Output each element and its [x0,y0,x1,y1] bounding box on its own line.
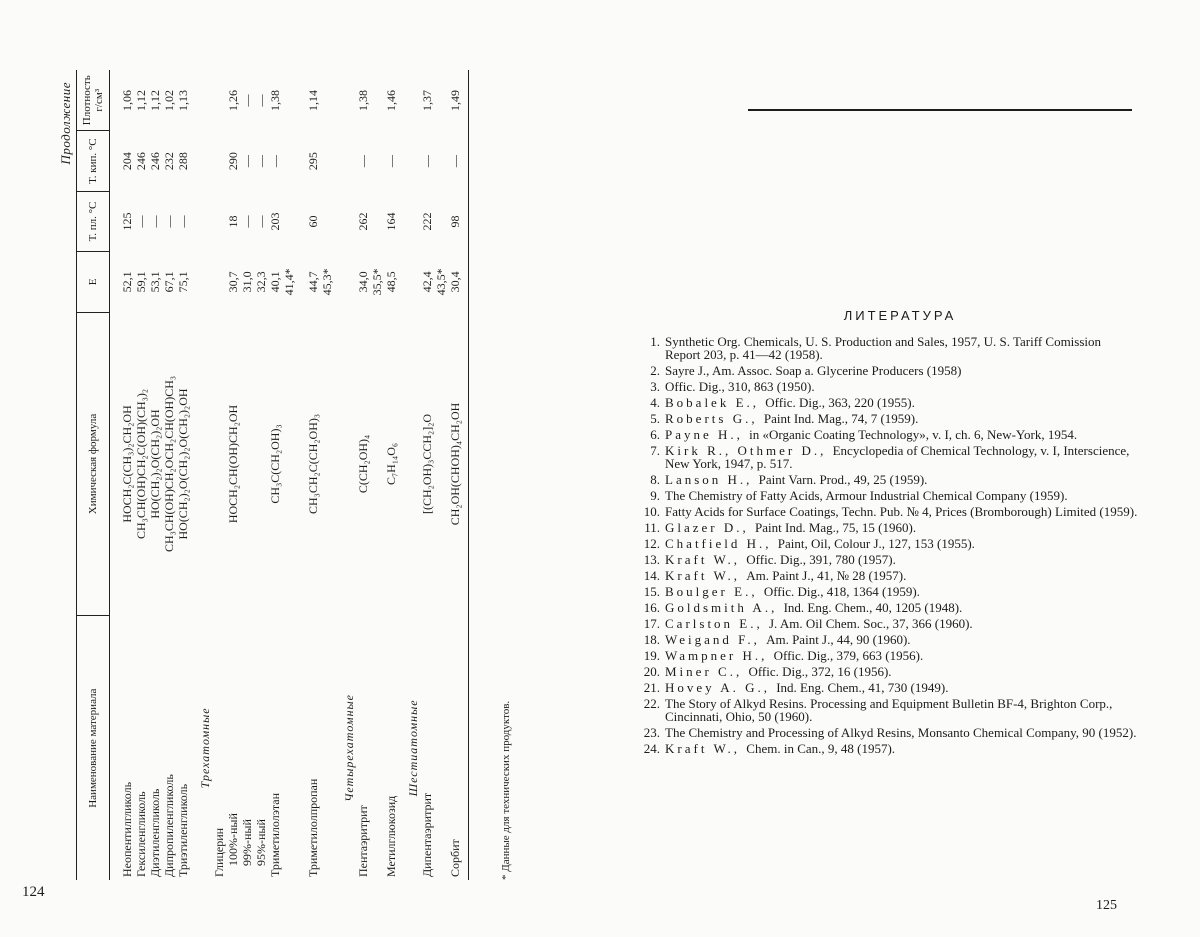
reference-author: Lanson H., [665,472,759,487]
table-row [254,70,268,880]
reference-text: The Story of Alkyd Resins. Processing and Equipment Bulletin BF-4, Brighton Corp., Cincinnati, Ohio, 50 (1960). [665,696,1113,724]
group-heading: Четырехатомные [342,694,356,802]
cell-tboil: — [356,155,370,168]
cell-tmelt: 222 [420,212,434,231]
reference-text: Ind. Eng. Chem., 40, 1205 (1948). [783,600,963,615]
cell-tmelt: — [176,215,190,228]
reference-author: Kirk R., Othmer D., [665,443,833,458]
reference-text: Am. Paint J., 41, № 28 (1957). [746,568,907,583]
reference-number: 18. [643,632,660,647]
cell-formula: HOCH₂C(CH₃)₂CH₂OH [120,405,134,523]
cell-e: 48,5 [384,271,398,293]
cell-density: 1,38 [356,89,370,111]
reference-item [638,649,1138,662]
reference-text: Am. Paint J., 44, 90 (1960). [766,632,911,647]
cell-density: 1,26 [226,89,240,111]
reference-number: 23. [643,725,660,740]
reference-author: Weigand F., [665,632,767,647]
cell-tboil: 288 [176,152,190,171]
cell-density: 1,37 [420,89,434,111]
cell-formula: HO(CH₂)₂O(CH₂)₂O(CH₂)₂OH [176,388,190,540]
reference-number: 7. [650,443,660,458]
reference-item [638,697,1138,723]
cell-tboil: 290 [226,152,240,171]
reference-number: 11. [644,520,660,535]
cell-formula: CH₃CH(OH)CH₂C(OH)(CH₃)₂ [134,388,148,539]
cell-formula: CH₂OH(CHOH)₄CH₂OH [448,312,469,616]
group-heading-row [398,70,420,880]
header-rule [748,109,1132,111]
reference-text: Offic. Dig., 372, 16 (1956). [748,664,892,679]
reference-item [638,681,1138,694]
reference-number: 4. [650,395,660,410]
cell-e: 31,0 [240,271,254,293]
table-row [296,70,334,880]
reference-author: Miner C., [665,664,749,679]
reference-text: Encyclopedia of Chemical Technology, v. I, Interscience, New York, 1947, p. 517. [665,443,1130,471]
cell-density: 1,38 [268,89,282,111]
cell-tboil: 232 [162,152,176,171]
reference-author: Chatfield H., [665,536,778,551]
reference-author: Carlston E., [665,616,769,631]
reference-item [638,726,1138,739]
reference-item [638,633,1138,646]
reference-text: Offic. Dig., 310, 863 (1950). [665,379,815,394]
cell-e [356,252,384,312]
reference-item [638,665,1138,678]
cell-tmelt: 98 [448,191,469,251]
reference-item [638,428,1138,441]
cell-e-value: 43,5* [434,268,448,296]
table-row [162,70,176,880]
cell-name: Пентаэритрит [356,805,370,877]
cell-tboil: — [384,155,398,168]
reference-item [638,537,1138,550]
cell-e: 52,1 [120,271,134,293]
table-row [148,70,162,880]
reference-author: Kraft W., [665,552,747,567]
reference-number: 17. [643,616,660,631]
reference-item [638,521,1138,534]
reference-text: Ind. Eng. Chem., 41, 730 (1949). [776,680,949,695]
reference-item [638,335,1138,361]
cell-tboil: — [420,155,434,168]
reference-item [638,444,1138,470]
cell-tmelt: 164 [384,212,398,231]
reference-author: Wampner H., [665,648,774,663]
cell-tboil: — [254,155,268,168]
reference-text: The Chemistry and Processing of Alkyd Resins, Monsanto Chemical Company, 90 (1952). [665,725,1137,740]
cell-density: 1,13 [176,89,190,111]
reference-text: Paint Varn. Prod., 49, 25 (1959). [758,472,928,487]
cell-e-value: 41,4* [282,268,296,296]
reference-item [638,617,1138,630]
cell-name: Метилглюкозид [384,795,398,877]
cell-e: 32,3 [254,271,268,293]
cell-e [268,252,296,312]
table-header-row [77,70,110,880]
reference-author: Glazer D., [665,520,756,535]
cell-tboil: — [448,131,469,191]
table-row [420,70,448,880]
col-header-name: Наименование материала [77,616,110,880]
cell-e: 67,1 [162,271,176,293]
cell-tboil: 295 [306,152,320,171]
reference-text: Offic. Dig., 418, 1364 (1959). [763,584,920,599]
reference-number: 9. [650,488,660,503]
references-title: ЛИТЕРАТУРА [843,308,957,323]
reference-item [638,569,1138,582]
reference-text: Offic. Dig., 363, 220 (1955). [765,395,915,410]
group-heading-row [190,70,212,880]
cell-formula: CH₃CH₂C(CH₂OH)₃ [306,413,320,515]
group-heading: Трехатомные [198,707,212,789]
cell-e-value: 34,0 [356,271,370,293]
table-footnote: * Данные для технических продуктов. [500,700,512,880]
cell-tboil: — [268,155,282,168]
reference-number: 8. [650,472,660,487]
cell-name: Неопентилгликоль [120,781,134,877]
cell-density: 1,12 [134,89,148,111]
cell-e-value: 45,3* [320,268,334,296]
cell-name: 99%-ный [240,819,254,866]
cell-formula: CH₃CH(OH)CH₂OCH₂CH(OH)CH₃ [162,375,176,553]
reference-number: 24. [643,741,660,756]
cell-tmelt: — [240,215,254,228]
table-row [448,70,469,880]
reference-number: 22. [643,696,660,711]
cell-name: Триметилолпропан [306,778,320,877]
reference-author: Boulger E., [665,584,764,599]
reference-text: Offic. Dig., 379, 663 (1956). [773,648,924,663]
table-row [356,70,384,880]
cell-density: — [254,94,268,107]
reference-number: 19. [643,648,660,663]
cell-formula: C(CH₂OH)₄ [356,434,370,494]
cell-e: 53,1 [148,271,162,293]
reference-number: 1. [650,334,660,349]
reference-text: Fatty Acids for Surface Coatings, Techn. Pub. № 4, Prices (Bromborough) Limited (1959). [665,504,1138,519]
reference-author: Bobalek E., [665,395,766,410]
reference-number: 5. [650,411,660,426]
cell-tboil: 246 [148,152,162,171]
cell-density: 1,49 [448,70,469,131]
reference-text: Chem. in Can., 9, 48 (1957). [746,741,896,756]
cell-e-value: 44,7 [306,271,320,293]
col-header-e: E [77,252,110,312]
reference-item [638,601,1138,614]
table-row [268,70,296,880]
reference-author: Hovey A. G., [665,680,777,695]
cell-tmelt: — [254,215,268,228]
cell-formula: C₇H₁₄O₆ [384,442,398,486]
cell-e: 30,7 [226,271,240,293]
page-number-right: 125 [1096,898,1117,913]
reference-item [638,505,1138,518]
reference-text: Paint, Oil, Colour J., 127, 153 (1955). [777,536,975,551]
reference-item [638,553,1138,566]
cell-tmelt: 203 [268,212,282,231]
reference-text: in «Organic Coating Technology», v. I, ch. 6, New-York, 1954. [749,427,1078,442]
cell-tboil: — [240,155,254,168]
cell-tboil: 246 [134,152,148,171]
reference-author: Kraft W., [665,568,747,583]
table-row [110,70,135,880]
cell-e: 59,1 [134,271,148,293]
cell-name: Дипропиленгликоль [162,774,176,877]
reference-list [638,335,1138,758]
cell-formula: [(CH₂OH)₃CCH₂]₂O [420,413,434,514]
cell-tmelt: 262 [356,212,370,231]
reference-number: 20. [643,664,660,679]
reference-text: Sayre J., Am. Assoc. Soap a. Glycerine Producers (1958) [665,363,962,378]
cell-name: 100%-ный [226,813,240,866]
reference-text: The Chemistry of Fatty Acids, Armour Industrial Chemical Company (1959). [665,488,1068,503]
cell-density: 1,02 [162,89,176,111]
reference-number: 13. [643,552,660,567]
cell-tmelt: 18 [226,215,240,228]
reference-author: Payne H., [665,427,750,442]
table-row [226,70,240,880]
cell-e: 75,1 [176,271,190,293]
reference-author: Goldsmith A., [665,600,784,615]
reference-item [638,412,1138,425]
reference-number: 16. [643,600,660,615]
reference-text: Synthetic Org. Chemicals, U. S. Production and Sales, 1957, U. S. Tariff Comission Report 203, p. 41—42 (1958). [665,334,1102,362]
cell-density: 1,12 [148,89,162,111]
cell-name: Диэтиленгликоль [148,788,162,877]
cell-tmelt: — [162,215,176,228]
table-row [134,70,148,880]
reference-number: 12. [643,536,660,551]
reference-item [638,585,1138,598]
cell-density: 1,14 [306,89,320,111]
reference-number: 3. [650,379,660,394]
reference-item [638,489,1138,502]
cell-tmelt: 125 [120,212,134,231]
col-header-tmelt: Т. пл. °С [77,191,110,251]
col-header-formula: Химическая формула [77,312,110,616]
reference-item [638,396,1138,409]
reference-text: Paint Ind. Mag., 74, 7 (1959). [763,411,919,426]
cell-tmelt: 60 [306,215,320,228]
cell-e [296,252,334,312]
cell-e-value: 42,4 [420,271,434,293]
reference-text: Paint Ind. Mag., 75, 15 (1960). [755,520,917,535]
cell-name: 95%-ный [254,819,268,866]
cell-tmelt: — [148,215,162,228]
reference-item [638,742,1138,755]
reference-number: 21. [643,680,660,695]
reference-number: 2. [650,363,660,378]
reference-item [638,473,1138,486]
cell-density: 1,46 [384,89,398,111]
table-row [212,70,226,880]
cell-formula: HOCH₂CH(OH)CH₂OH [226,404,240,524]
cell-name: Глицерин [212,827,226,877]
cell-e [420,252,448,312]
group-heading: Шестиатомные [406,699,420,797]
cell-name: Дипентаэритрит [420,792,434,877]
reference-number: 14. [643,568,660,583]
reference-text: Offic. Dig., 391, 780 (1957). [746,552,896,567]
cell-e: 30,4 [448,252,469,312]
table-row [384,70,398,880]
cell-tmelt: — [134,215,148,228]
cell-density: — [240,94,254,107]
reference-item [638,364,1138,377]
col-header-density: Плотность г/см³ [77,70,110,131]
group-heading-row [334,70,356,880]
col-header-tboil: Т. кип. °С [77,131,110,191]
table-row [240,70,254,880]
right-page [600,0,1200,937]
cell-formula: CH₃C(CH₂OH)₃ [268,424,282,504]
cell-name: Триэтиленгликоль [176,783,190,877]
reference-number: 6. [650,427,660,442]
reference-author: Kraft W., [665,741,747,756]
cell-density: 1,06 [120,89,134,111]
table-row [176,70,190,880]
materials-table [76,70,469,880]
cell-formula: HO(CH₂)₂O(CH₂)₂OH [148,409,162,519]
cell-name: Гексиленгликоль [134,791,148,877]
rotated-table-block [60,70,530,880]
continuation-label: Продолжение [58,82,73,165]
reference-text: J. Am. Oil Chem. Soc., 37, 366 (1960). [769,616,973,631]
cell-e-value: 35,5* [370,268,384,296]
reference-number: 15. [643,584,660,599]
reference-author: Roberts G., [665,411,764,426]
cell-name: Триметилолэтан [268,793,282,877]
reference-number: 10. [643,504,660,519]
cell-tboil: 204 [120,152,134,171]
cell-e-value: 40,1 [268,271,282,293]
cell-name: Сорбит [448,616,469,880]
reference-item [638,380,1138,393]
page-number-left: 124 [22,884,45,900]
